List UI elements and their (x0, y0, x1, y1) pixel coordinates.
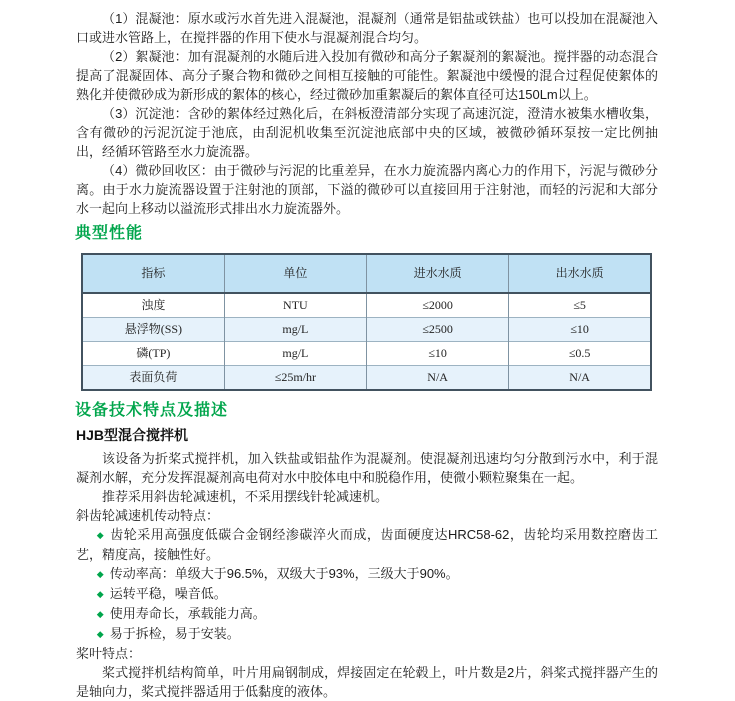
cell-indicator: 磷(TP) (82, 342, 224, 366)
gear-feature-text: 易于拆检，易于安装。 (109, 626, 240, 641)
cell-effluent: ≤10 (509, 318, 651, 342)
table-row-phosphorus (82, 342, 651, 366)
column-header-unit: 单位 (224, 254, 366, 293)
features-paragraph-description: 该设备为折桨式搅拌机，加入铁盐或铝盐作为混凝剂。使混凝剂迅速均匀分散到污水中，利于混凝剂水解，充分发挥混凝剂高电荷对水中胶体电中和脱稳作用，使微小颗粒聚集在一起。 (76, 451, 658, 485)
gear-feature-item (76, 624, 658, 644)
diamond-bullet-icon: ◆ (96, 629, 104, 639)
table-row-turbidity (82, 293, 651, 318)
blade-features-label: 桨叶特点： (76, 646, 142, 661)
diamond-bullet-icon: ◆ (96, 530, 105, 540)
features-paragraph-recommendation: 推荐采用斜齿轮减速机，不采用摆线针轮减速机。 (102, 489, 389, 504)
cell-influent: ≤2500 (367, 318, 509, 342)
cell-unit: mg/L (224, 342, 366, 366)
intro-paragraph-coagulation: （1）混凝池：原水或污水首先进入混凝池，混凝剂（通常是铝盐或铁盐）也可以投加在混凝池入口或进水管路上，在搅拌器的作用下使水与混凝剂混合均匀。 (76, 11, 658, 45)
gear-feature-text: 传动率高：单级大于96.5%，双级大于93%，三级大于90%。 (109, 566, 459, 581)
intro-paragraph-sedimentation: （3）沉淀池：含砂的絮体经过熟化后，在斜板澄清部分实现了高速沉淀，澄清水被集水槽收集，含有微砂的污泥沉淀于池底，由刮泥机收集至沉淀池底部中央的区域，被微砂循环泵按一定比例抽出，经循环管路至水力旋流器。 (76, 106, 658, 159)
cell-influent: ≤2000 (367, 293, 509, 318)
performance-table (81, 253, 652, 391)
cell-indicator: 悬浮物(SS) (82, 318, 224, 342)
cell-indicator: 表面负荷 (82, 366, 224, 391)
diamond-bullet-icon: ◆ (96, 569, 104, 579)
gear-feature-item (76, 584, 658, 604)
column-header-indicator: 指标 (82, 254, 224, 293)
cell-effluent: ≤0.5 (509, 342, 651, 366)
table-row-surface-load (82, 366, 651, 391)
subsection-heading-hjb-mixer: HJB型混合搅拌机 (76, 427, 189, 443)
cell-unit: ≤25m/hr (224, 366, 366, 391)
gear-feature-item (76, 564, 658, 584)
gear-feature-item (76, 525, 658, 564)
column-header-influent-quality: 进水水质 (367, 254, 509, 293)
performance-table-header-row (82, 254, 651, 293)
cell-unit: NTU (224, 293, 366, 318)
cell-influent: N/A (367, 366, 509, 391)
cell-effluent: ≤5 (509, 293, 651, 318)
cell-effluent: N/A (509, 366, 651, 391)
gear-feature-text: 运转平稳，噪音低。 (109, 586, 227, 601)
table-row-suspended-solids (82, 318, 651, 342)
section-heading-equipment-features: 设备技术特点及描述 (75, 402, 229, 419)
gear-feature-text: 使用寿命长，承载能力高。 (109, 606, 266, 621)
gear-features-label: 斜齿轮减速机传动特点： (76, 508, 220, 523)
cell-influent: ≤10 (367, 342, 509, 366)
blade-features-paragraph: 桨式搅拌机结构简单，叶片用扁钢制成，焊接固定在轮毂上，叶片数是2片，斜桨式搅拌器产生的是轴向力，桨式搅拌器适用于低黏度的液体。 (76, 665, 658, 699)
column-header-effluent-quality: 出水水质 (509, 254, 651, 293)
cell-unit: mg/L (224, 318, 366, 342)
gear-feature-text: 齿轮采用高强度低碳合金钢经渗碳淬火而成，齿面硬度达HRC58-62，齿轮均采用数控磨齿工艺，精度高，接触性好。 (76, 527, 658, 562)
intro-paragraph-microsand-recovery: （4）微砂回收区：由于微砂与污泥的比重差异，在水力旋流器内离心力的作用下，污泥与微砂分离。由于水力旋流器设置于注射池的顶部，下溢的微砂可以直接回用于注射池，而轻的污泥和大部分水一起向上移动以溢流形式排出水力旋流器外。 (76, 163, 658, 216)
diamond-bullet-icon: ◆ (96, 589, 104, 599)
cell-indicator: 浊度 (141, 298, 166, 312)
intro-paragraph-flocculation: （2）絮凝池：加有混凝剂的水随后进入投加有微砂和高分子絮凝剂的絮凝池。搅拌器的动态混合提高了混凝固体、高分子聚合物和微砂之间相互接触的可能性。絮凝池中缓慢的混合过程促使絮体的熟化并使微砂成为新形成的絮体的核心，经过微砂加重絮凝后的絮体直径可达150Lm以上。 (76, 49, 658, 102)
section-heading-typical-performance: 典型性能 (75, 225, 144, 242)
diamond-bullet-icon: ◆ (96, 609, 104, 619)
gear-feature-item (76, 604, 658, 624)
